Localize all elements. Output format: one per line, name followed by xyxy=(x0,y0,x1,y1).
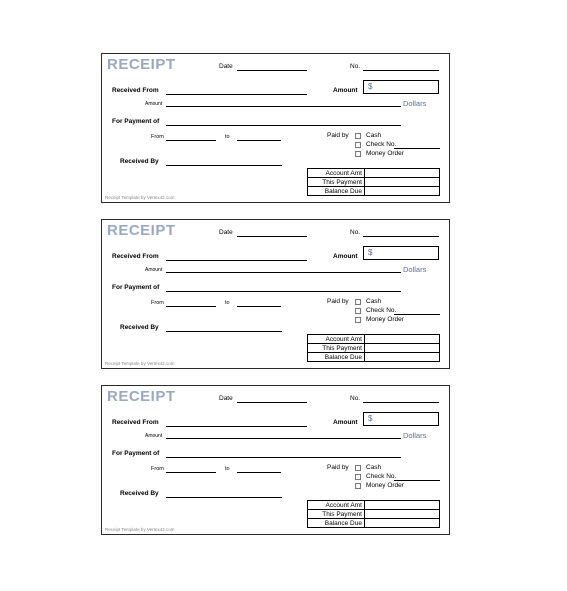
no-label: No. xyxy=(350,63,361,70)
check-label: Check No. xyxy=(366,141,397,148)
this-payment-label: This Payment xyxy=(308,344,365,353)
for-payment-label: For Payment of xyxy=(112,450,160,457)
receipt-form xyxy=(101,53,450,203)
received-by-label: Received By xyxy=(120,324,159,331)
cash-label: Cash xyxy=(366,464,382,471)
date-field[interactable] xyxy=(237,70,307,71)
table-row xyxy=(308,519,440,528)
for-payment-label: For Payment of xyxy=(112,118,160,125)
balance-due-label: Balance Due xyxy=(308,187,365,196)
check-number-field[interactable] xyxy=(394,314,440,315)
amount-words-field[interactable] xyxy=(166,272,401,273)
this-payment-label: This Payment xyxy=(308,510,365,519)
for-payment-field[interactable] xyxy=(166,291,401,292)
no-label: No. xyxy=(350,395,361,402)
table-row xyxy=(308,178,440,187)
table-row xyxy=(308,344,440,353)
account-table xyxy=(307,500,440,528)
check-number-field[interactable] xyxy=(394,480,440,481)
amount-label: Amount xyxy=(333,253,358,260)
amount-words-field[interactable] xyxy=(166,106,401,107)
from-label: From xyxy=(151,134,164,140)
received-from-field[interactable] xyxy=(166,94,307,95)
from-field[interactable] xyxy=(166,472,216,473)
this-payment-value[interactable] xyxy=(365,344,440,353)
amount-label: Amount xyxy=(333,419,358,426)
received-by-label: Received By xyxy=(120,490,159,497)
paid-by-label: Paid by xyxy=(327,132,349,139)
this-payment-label: This Payment xyxy=(308,178,365,187)
dollars-label: Dollars xyxy=(403,431,427,440)
received-from-field[interactable] xyxy=(166,426,307,427)
account-table xyxy=(307,334,440,362)
received-from-label: Received From xyxy=(112,87,159,94)
balance-due-value[interactable] xyxy=(365,353,440,362)
table-row xyxy=(308,501,440,510)
for-payment-field[interactable] xyxy=(166,457,401,458)
to-field[interactable] xyxy=(237,140,281,141)
account-amt-label: Account Amt xyxy=(308,335,365,344)
from-label: From xyxy=(151,300,164,306)
from-label: From xyxy=(151,466,164,472)
date-field[interactable] xyxy=(237,236,307,237)
account-amt-value[interactable] xyxy=(365,169,440,178)
cash-checkbox[interactable] xyxy=(355,299,361,305)
receipt-number-field[interactable] xyxy=(363,236,439,237)
received-from-label: Received From xyxy=(112,253,159,260)
dollar-sign: $ xyxy=(368,414,373,423)
check-label: Check No. xyxy=(366,473,397,480)
money-order-checkbox[interactable] xyxy=(355,483,361,489)
to-label: to xyxy=(225,134,230,140)
table-row xyxy=(308,353,440,362)
account-amt-value[interactable] xyxy=(365,335,440,344)
to-label: to xyxy=(225,300,230,306)
receipt-title: RECEIPT xyxy=(107,388,176,405)
amount-words-label: Amount xyxy=(145,101,163,107)
cash-checkbox[interactable] xyxy=(355,465,361,471)
amount-field[interactable] xyxy=(363,246,439,260)
footer-credit: Receipt Template by Vertex42.com xyxy=(105,361,175,366)
date-field[interactable] xyxy=(237,402,307,403)
amount-words-field[interactable] xyxy=(166,438,401,439)
dollar-sign: $ xyxy=(368,82,373,91)
account-table xyxy=(307,168,440,196)
money-order-checkbox[interactable] xyxy=(355,151,361,157)
amount-field[interactable] xyxy=(363,412,439,426)
from-field[interactable] xyxy=(166,306,216,307)
account-amt-value[interactable] xyxy=(365,501,440,510)
receipt-number-field[interactable] xyxy=(363,402,439,403)
to-field[interactable] xyxy=(237,306,281,307)
balance-due-value[interactable] xyxy=(365,519,440,528)
receipt-form xyxy=(101,219,450,369)
check-number-field[interactable] xyxy=(394,148,440,149)
received-from-field[interactable] xyxy=(166,260,307,261)
receipt-title: RECEIPT xyxy=(107,222,176,239)
dollar-sign: $ xyxy=(368,248,373,257)
receipt-number-field[interactable] xyxy=(363,70,439,71)
no-label: No. xyxy=(350,229,361,236)
check-checkbox[interactable] xyxy=(355,142,361,148)
footer-credit: Receipt Template by Vertex42.com xyxy=(105,195,175,200)
account-amt-label: Account Amt xyxy=(308,169,365,178)
received-by-field[interactable] xyxy=(166,497,282,498)
cash-label: Cash xyxy=(366,132,382,139)
table-row xyxy=(308,169,440,178)
this-payment-value[interactable] xyxy=(365,178,440,187)
paid-by-label: Paid by xyxy=(327,298,349,305)
date-label: Date xyxy=(219,395,233,402)
footer-credit: Receipt Template by Vertex42.com xyxy=(105,527,175,532)
received-by-label: Received By xyxy=(120,158,159,165)
table-row xyxy=(308,335,440,344)
receipt-title: RECEIPT xyxy=(107,56,176,73)
amount-field[interactable] xyxy=(363,80,439,94)
receipt-form xyxy=(101,385,450,535)
balance-due-value[interactable] xyxy=(365,187,440,196)
table-row xyxy=(308,510,440,519)
cash-checkbox[interactable] xyxy=(355,133,361,139)
amount-words-label: Amount xyxy=(145,267,163,273)
money-order-label: Money Order xyxy=(366,316,404,323)
amount-label: Amount xyxy=(333,87,358,94)
to-field[interactable] xyxy=(237,472,281,473)
received-by-field[interactable] xyxy=(166,331,282,332)
balance-due-label: Balance Due xyxy=(308,519,365,528)
received-from-label: Received From xyxy=(112,419,159,426)
received-by-field[interactable] xyxy=(166,165,282,166)
from-field[interactable] xyxy=(166,140,216,141)
to-label: to xyxy=(225,466,230,472)
balance-due-label: Balance Due xyxy=(308,353,365,362)
money-order-checkbox[interactable] xyxy=(355,317,361,323)
for-payment-field[interactable] xyxy=(166,125,401,126)
date-label: Date xyxy=(219,63,233,70)
date-label: Date xyxy=(219,229,233,236)
money-order-label: Money Order xyxy=(366,150,404,157)
this-payment-value[interactable] xyxy=(365,510,440,519)
for-payment-label: For Payment of xyxy=(112,284,160,291)
table-row xyxy=(308,187,440,196)
dollars-label: Dollars xyxy=(403,99,427,108)
account-amt-label: Account Amt xyxy=(308,501,365,510)
amount-words-label: Amount xyxy=(145,433,163,439)
cash-label: Cash xyxy=(366,298,382,305)
money-order-label: Money Order xyxy=(366,482,404,489)
check-checkbox[interactable] xyxy=(355,308,361,314)
check-checkbox[interactable] xyxy=(355,474,361,480)
paid-by-label: Paid by xyxy=(327,464,349,471)
dollars-label: Dollars xyxy=(403,265,427,274)
check-label: Check No. xyxy=(366,307,397,314)
